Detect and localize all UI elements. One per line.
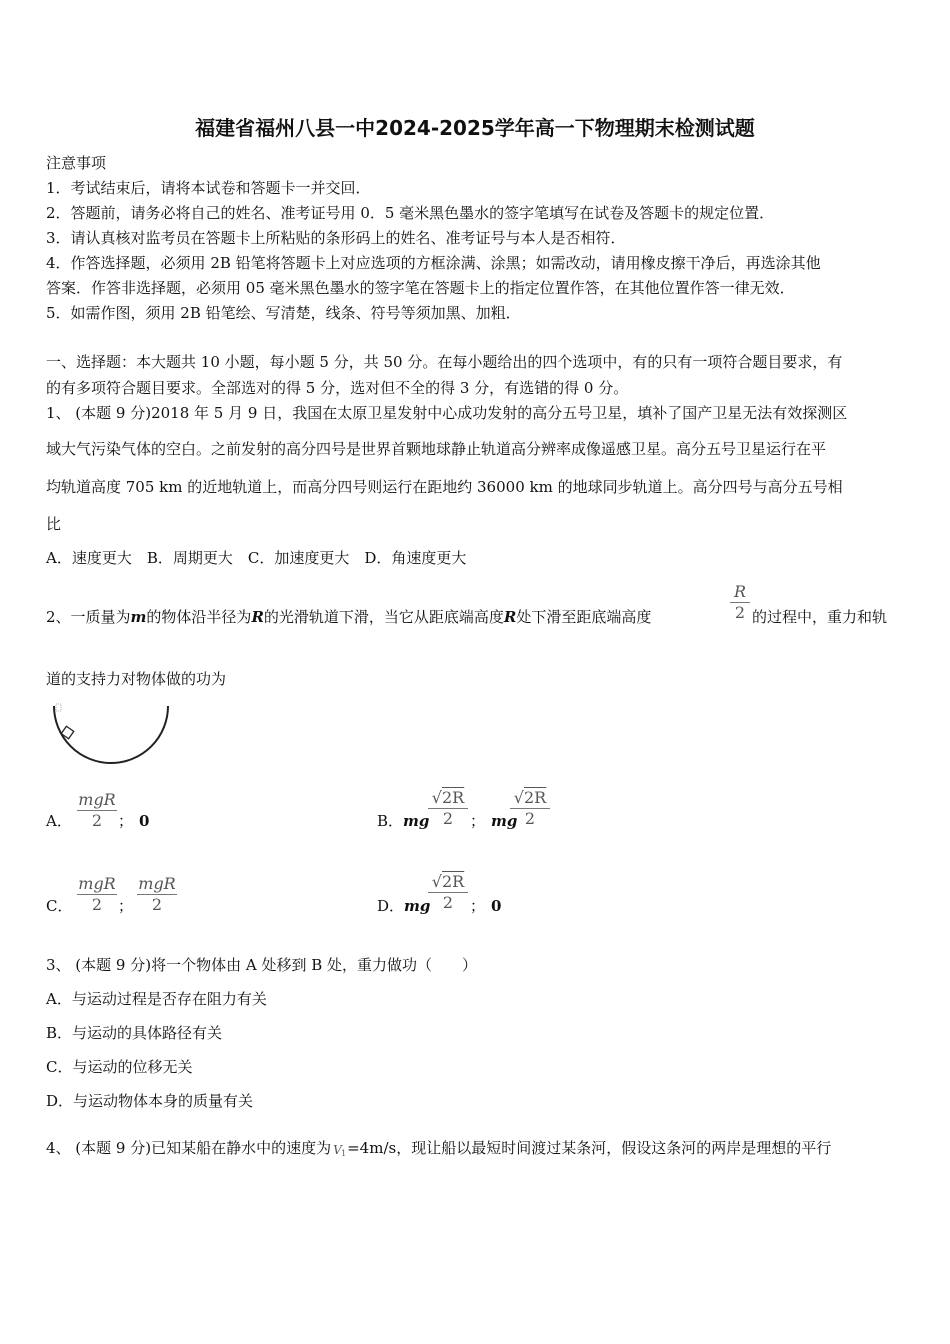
notice-item: 2．答题前，请务必将自己的姓名、准考证号用 0．5 毫米黑色墨水的签字笔填写在试卷及答题卡的规定位置． — [46, 204, 775, 222]
q1-stem-line: 均轨道高度 705 km 的近地轨道上，而高分四号则运行在距地约 36000 km 的地球同步轨道上。高分四号与高分五号相 — [46, 478, 843, 496]
q2-option-a-label: A． — [46, 812, 72, 830]
circular-track-diagram — [50, 700, 175, 770]
notice-item: 1．考试结束后，请将本试卷和答题卡一并交回． — [46, 179, 371, 197]
section-heading: 一、选择题：本大题共 10 小题，每小题 5 分，共 50 分。在每小题给出的四个选项中，有的只有一项符合题目要求，有 — [46, 353, 843, 371]
q2-option-c-fraction-1: mgR 2 — [78, 874, 116, 914]
q2-stem-suffix: 的过程中，重力和轨 — [752, 608, 888, 626]
q3-option: D．与运动物体本身的质量有关 — [46, 1092, 254, 1110]
object-start-marker — [56, 704, 61, 711]
q2-option-d-label: D．mg — [377, 897, 431, 915]
q2-option-c-label: C． — [46, 897, 73, 915]
q3-option: A．与运动过程是否存在阻力有关 — [46, 990, 267, 1008]
velocity-symbol: V — [333, 1143, 342, 1157]
q2-stem: 2、一质量为m的物体沿半径为R的光滑轨道下滑，当它从距底端高度R处下滑至距底端高度 — [46, 608, 652, 626]
q2-option-a-rest: ； 0 — [118, 812, 150, 830]
page-title: 福建省福州八县一中2024-2025学年高一下物理期末检测试题 — [195, 116, 755, 140]
q1-stem-line: 1、 (本题 9 分)2018 年 5 月 9 日，我国在太原卫星发射中心成功发射的高分五号卫星，填补了国产卫星无法有效探测区 — [46, 404, 848, 422]
q2-option-c-fraction-2: mgR 2 — [138, 874, 176, 914]
q2-option-d-rest: ； 0 — [470, 897, 502, 915]
q2-option-b-mid: ； mg — [470, 812, 518, 830]
velocity-subscript: 1 — [341, 1149, 347, 1158]
q1-stem-line: 比 — [46, 515, 62, 533]
q3-option: C．与运动的位移无关 — [46, 1058, 193, 1076]
q2-stem-line2: 道的支持力对物体做的功为 — [46, 670, 227, 688]
q1-stem-line: 域大气污染气体的空白。之前发射的高分四号是世界首颗地球静止轨道高分辨率成像遥感卫星。高分五号卫星运行在平 — [46, 440, 827, 458]
q2-option-b-fraction-1: √2R 2 — [428, 788, 468, 829]
q3-stem: 3、 (本题 9 分)将一个物体由 A 处移到 B 处，重力做功（ ） — [46, 956, 478, 974]
q1-options: A．速度更大 B．周期更大 C．加速度更大 D．角速度更大 — [46, 549, 467, 567]
q4-stem: 4、 (本题 9 分)已知某船在静水中的速度为 V 1 =4m/s，现让船以最短时间渡过某条河，假设这条河的两岸是理想的平行 — [46, 1139, 832, 1158]
q2-option-a-fraction: mgR 2 — [78, 790, 116, 830]
q2-option-d-fraction: √2R 2 — [428, 872, 468, 913]
notice-item: 4．作答选择题，必须用 2B 铅笔将答题卡上对应选项的方框涂满、涂黑；如需改动，请用橡皮擦干净后，再选涂其他 — [46, 254, 821, 272]
q3-option: B．与运动的具体路径有关 — [46, 1024, 223, 1042]
q2-option-c-sep: ； — [118, 897, 134, 915]
section-heading-cont: 的有多项符合题目要求。全部选对的得 5 分，选对但不全的得 3 分，有选错的得 0 分。 — [46, 379, 629, 397]
notice-item: 3．请认真核对监考员在答题卡上所粘贴的条形码上的姓名、准考证号与本人是否相符． — [46, 229, 626, 247]
q2-option-b-label: B．mg — [377, 812, 430, 830]
notice-item: 答案．作答非选择题，必须用 05 毫米黑色墨水的签字笔在答题卡上的指定位置作答，在其他位置作答一律无效． — [46, 279, 795, 297]
notice-item: 5．如需作图，须用 2B 铅笔绘、写清楚，线条、符号等须加黑、加粗． — [46, 304, 521, 322]
q2-option-b-fraction-2: √2R 2 — [510, 788, 550, 829]
q2-fraction: R 2 — [730, 582, 750, 623]
notice-heading: 注意事项 — [46, 154, 107, 172]
